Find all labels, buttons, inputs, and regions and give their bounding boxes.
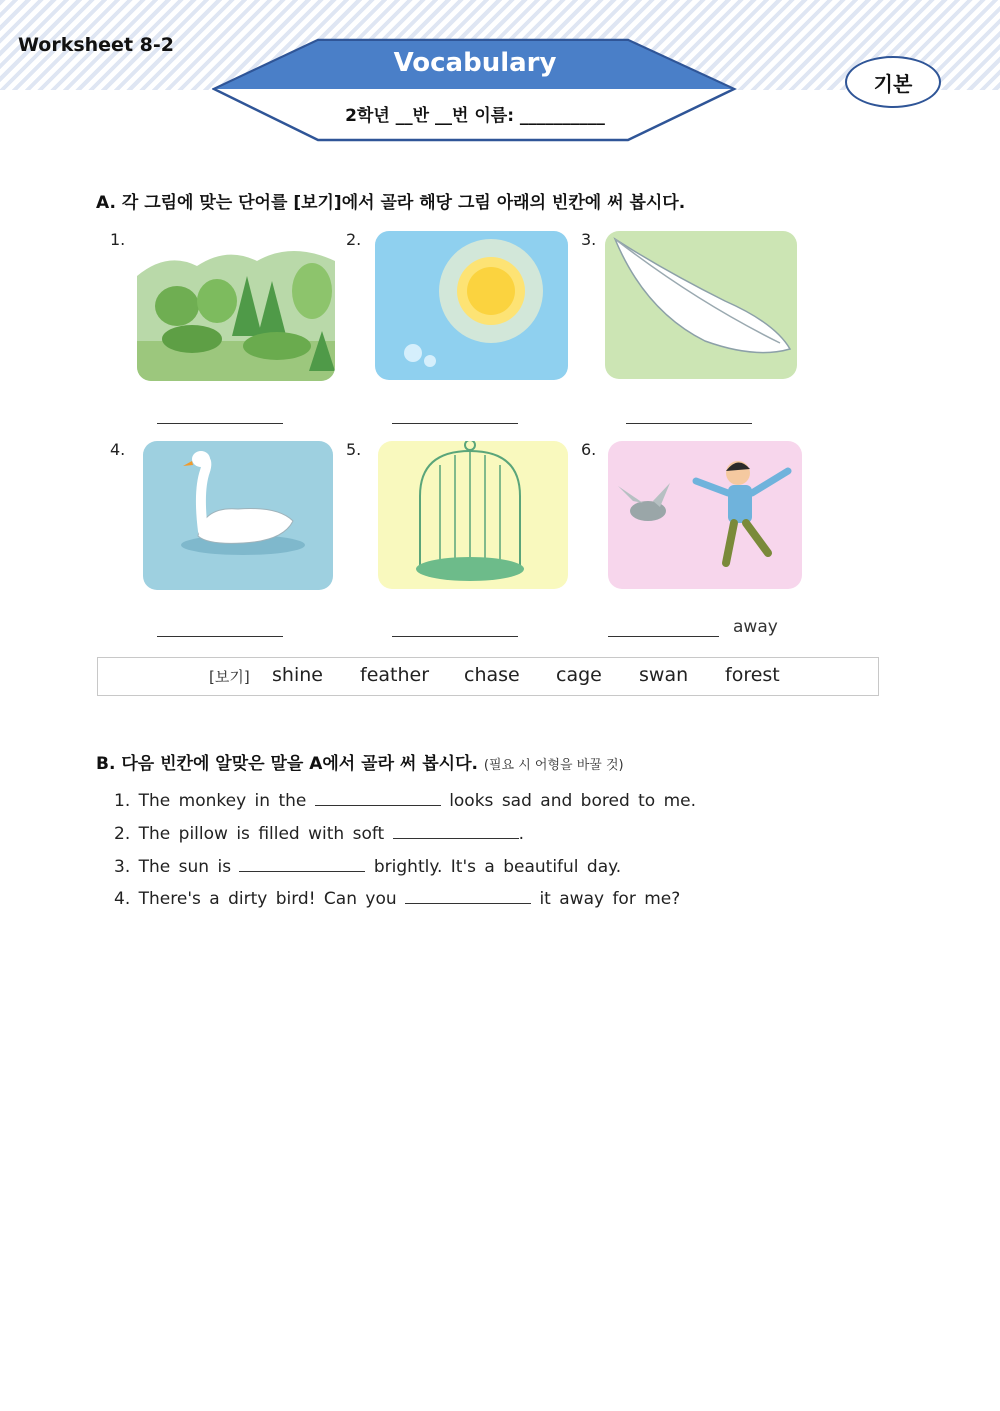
word-bank-word: swan xyxy=(639,664,689,686)
swan-picture xyxy=(143,441,333,590)
sentence-4 xyxy=(114,889,680,909)
sentence-number: 1. xyxy=(114,791,131,811)
level-text: 기본 xyxy=(873,71,913,96)
worksheet-label: Worksheet 8-2 xyxy=(18,34,174,56)
word-bank-word: feather xyxy=(360,664,430,686)
answer-blank-6[interactable] xyxy=(608,636,719,637)
word-bank-word: chase xyxy=(464,664,520,686)
sentence-blank-2[interactable] xyxy=(393,824,519,839)
section-b-title xyxy=(96,749,624,774)
item-number-3: 3. xyxy=(581,230,597,249)
item-number-1: 1. xyxy=(110,230,126,249)
sentence-after: brightly. It's a beautiful day. xyxy=(373,857,622,877)
away-suffix: away xyxy=(733,617,778,637)
word-bank-label: [보기] xyxy=(209,668,250,686)
sentence-1 xyxy=(114,791,696,811)
sentence-3 xyxy=(114,857,621,877)
answer-blank-2[interactable] xyxy=(392,423,518,424)
student-info-line: 2학년 __반 __번 이름: __________ xyxy=(345,106,605,126)
page-title: Vocabulary xyxy=(393,48,557,78)
answer-blank-1[interactable] xyxy=(157,423,283,424)
answer-blank-4[interactable] xyxy=(157,636,283,637)
cage-picture xyxy=(378,441,568,589)
chase-picture xyxy=(608,441,802,589)
sentence-after: . xyxy=(518,824,525,844)
item-number-2: 2. xyxy=(346,230,362,249)
word-bank-word: shine xyxy=(272,664,323,686)
level-badge xyxy=(845,56,941,108)
answer-blank-3[interactable] xyxy=(626,423,752,424)
sentence-before: The sun is xyxy=(138,857,232,877)
section-b-note: (필요 시 어형을 바꿀 것) xyxy=(483,758,624,773)
sentence-number: 3. xyxy=(114,857,131,877)
sentence-before: The monkey in the xyxy=(138,791,307,811)
sentence-number: 4. xyxy=(114,889,131,909)
sentence-before: There's a dirty bird! Can you xyxy=(138,889,397,909)
item-number-4: 4. xyxy=(110,440,126,459)
feather-picture xyxy=(605,231,797,379)
section-a-title: A. 각 그림에 맞는 단어를 [보기]에서 골라 해당 그림 아래의 빈칸에 써 봅시다. xyxy=(96,193,686,213)
sentence-blank-1[interactable] xyxy=(315,791,441,806)
sentence-before: The pillow is filled with soft xyxy=(138,824,385,844)
sentence-blank-3[interactable] xyxy=(239,857,365,872)
sentence-after: it away for me? xyxy=(539,889,681,909)
section-b-instruction: B. 다음 빈칸에 알맞은 말을 A에서 골라 써 봅시다. xyxy=(96,754,478,774)
word-bank-word: forest xyxy=(725,664,780,686)
item-number-5: 5. xyxy=(346,440,362,459)
sun-picture xyxy=(375,231,568,380)
forest-picture xyxy=(137,231,335,381)
sentence-after: looks sad and bored to me. xyxy=(449,791,697,811)
sentence-number: 2. xyxy=(114,824,131,844)
answer-blank-5[interactable] xyxy=(392,636,518,637)
sentence-2 xyxy=(114,824,524,844)
word-bank-word: cage xyxy=(556,664,602,686)
sentence-blank-4[interactable] xyxy=(405,889,531,904)
item-number-6: 6. xyxy=(581,440,597,459)
